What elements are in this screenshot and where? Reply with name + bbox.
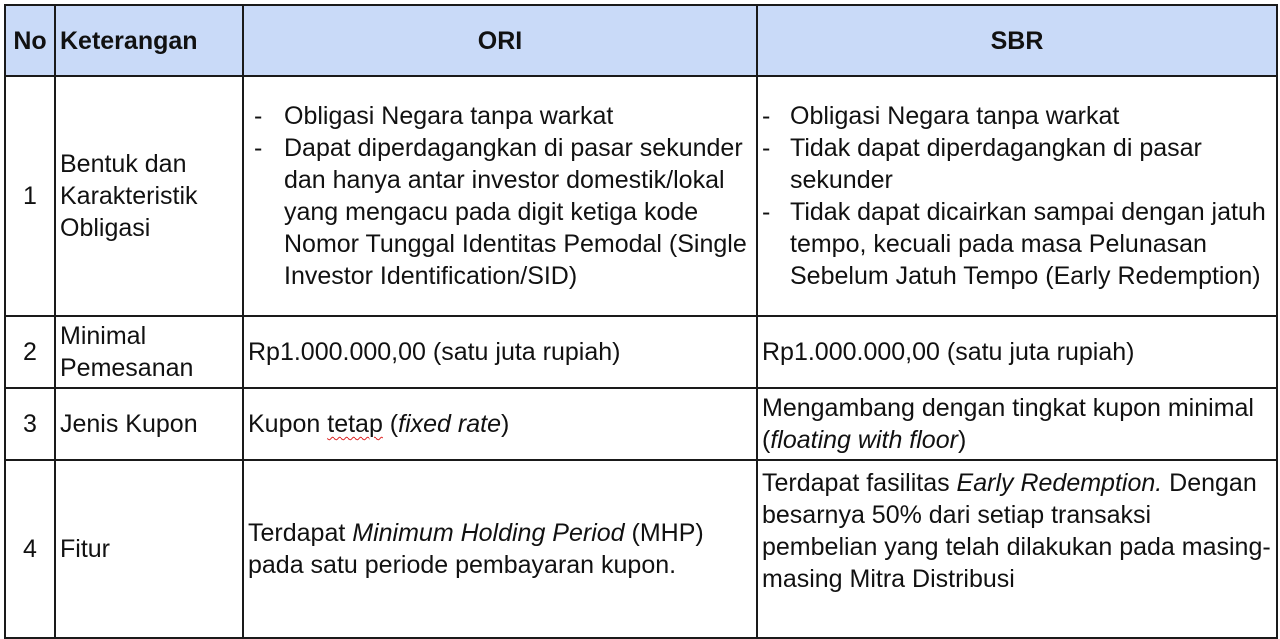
text-segment: ) (500, 410, 510, 438)
sbr-cell (757, 460, 1277, 638)
text-segment: Mengambang dengan tingkat kupon minimal ( (762, 394, 1254, 454)
label-line: Bentuk dan (60, 150, 187, 178)
italic-term: Early Redemption. (956, 469, 1163, 497)
text-segment: Terdapat fasilitas (762, 469, 957, 497)
row-label (55, 316, 243, 388)
label-line: Minimal (60, 322, 147, 350)
table-row (5, 76, 1277, 316)
table-row (5, 460, 1277, 638)
list-item: - Tidak dapat diperdagangkan di pasar sekunder (762, 132, 1272, 196)
ori-cell (243, 76, 757, 316)
header-sbr: SBR (757, 5, 1277, 76)
text-segment: ) (957, 426, 967, 454)
ori-cell: Rp1.000.000,00 (satu juta rupiah) (243, 316, 757, 388)
header-keterangan: Keterangan (55, 5, 243, 76)
italic-term: floating with floor (770, 426, 958, 454)
list-item: - Obligasi Negara tanpa warkat (248, 100, 752, 132)
list-item: - Tidak dapat dicairkan sampai dengan jatuh tempo, kecuali pada masa Pelunasan Sebelum Jatuh Tempo (Early Redemption) (762, 196, 1272, 292)
row-number: 3 (5, 388, 55, 460)
table-row (5, 316, 1277, 388)
sbr-cell (757, 76, 1277, 316)
spellcheck-underlined-word: tetap (327, 410, 383, 438)
ori-list (248, 100, 752, 292)
header-row (5, 5, 1277, 76)
text-segment: Kupon (248, 410, 328, 438)
row-number: 4 (5, 460, 55, 638)
text-segment: ( (382, 410, 399, 438)
text-segment: Dengan besarnya 50% dari setiap transaksi pembelian yang telah dilakukan pada masing-masing Mitra Distribusi (762, 469, 1271, 593)
ori-cell (243, 460, 757, 638)
italic-term: fixed rate (398, 410, 501, 438)
sbr-cell (757, 388, 1277, 460)
italic-term: Minimum Holding Period (352, 519, 625, 547)
row-label: Fitur (55, 460, 243, 638)
comparison-table (4, 4, 1278, 639)
row-number: 1 (5, 76, 55, 316)
ori-cell (243, 388, 757, 460)
row-number: 2 (5, 316, 55, 388)
row-label: Jenis Kupon (55, 388, 243, 460)
list-item: - Obligasi Negara tanpa warkat (762, 100, 1272, 132)
label-line: Karakteristik (60, 182, 198, 210)
text-segment: (MHP) pada satu periode pembayaran kupon. (248, 519, 704, 579)
list-item: - Dapat diperdagangkan di pasar sekunder dan hanya antar investor domestik/lokal yang mengacu pada digit ketiga kode Nomor Tunggal Identitas Pemodal (Single Investor Identification/SID) (248, 132, 752, 292)
header-no: No (5, 5, 55, 76)
label-line: Pemesanan (60, 354, 194, 382)
table-row (5, 388, 1277, 460)
header-ori: ORI (243, 5, 757, 76)
sbr-list (762, 100, 1272, 292)
text-segment: Terdapat (248, 519, 353, 547)
label-line: Obligasi (60, 214, 151, 242)
sbr-cell: Rp1.000.000,00 (satu juta rupiah) (757, 316, 1277, 388)
row-label (55, 76, 243, 316)
